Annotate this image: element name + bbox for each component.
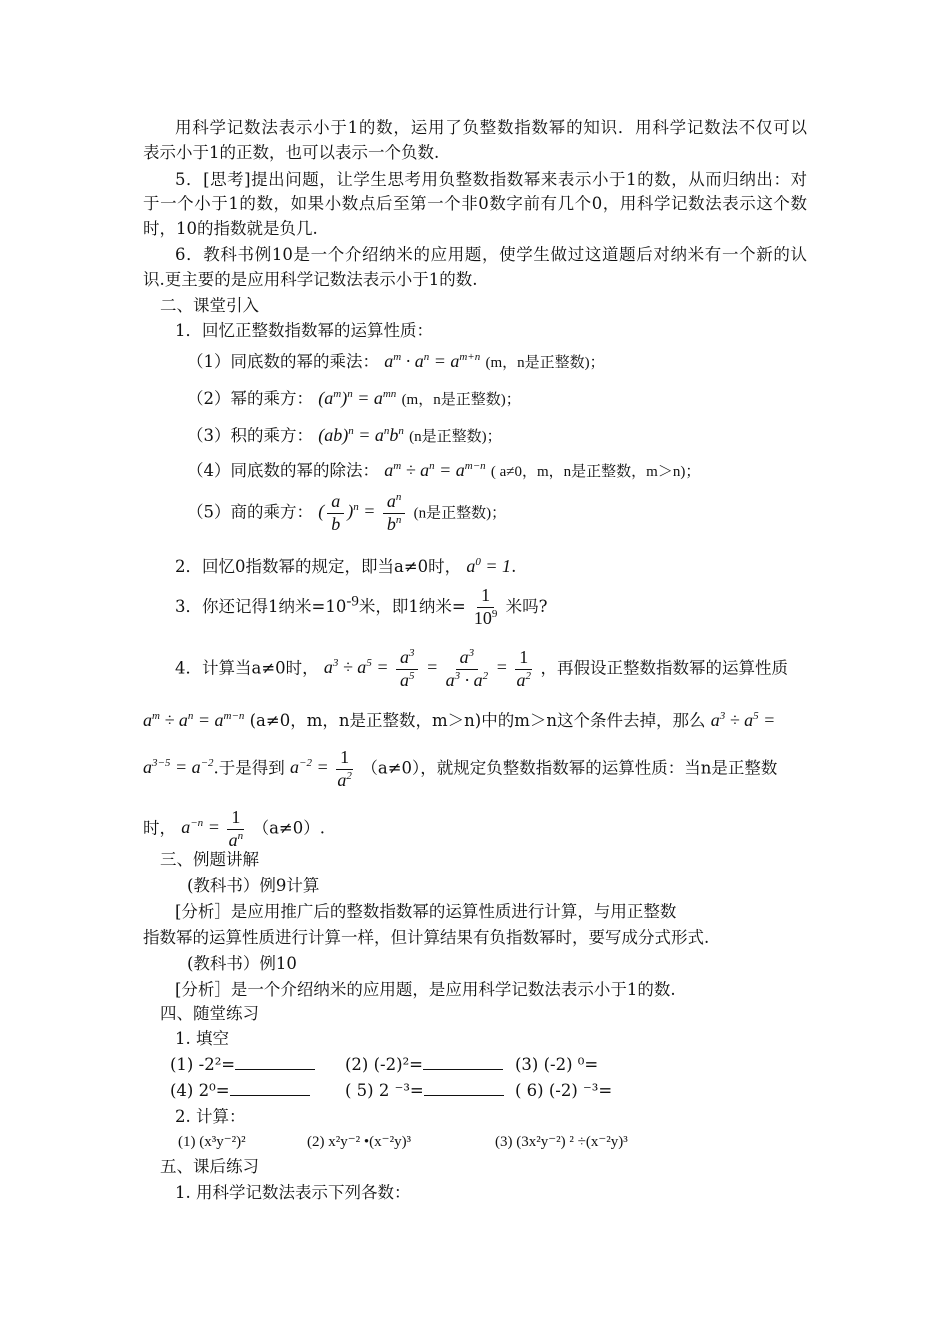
section-5-heading: 五、课后练习 — [160, 1157, 259, 1176]
derivation-line-3 — [143, 748, 777, 791]
nanometer-text-c: 米吗? — [505, 596, 548, 616]
derivation-formula-2: $a^m \div a^n = a^{m-n}$ — [143, 710, 245, 730]
derivation-text-d: .于是得到 — [213, 758, 285, 778]
nanometer-fraction: $\frac{1}{10^9}$ — [473, 585, 498, 628]
calc-item-1: (1) (x³y⁻²)² — [178, 1134, 246, 1150]
nanometer-text-a: 3．你还记得1纳米=10 — [175, 596, 347, 616]
derivation-formula-1: $a^3 \div a^5$ = $\frac{a^3}{a^5}$ = $\frac{a^3}{a^3 \cdot a^2}$ = $\frac{1}{a^2}$ — [323, 647, 532, 690]
rule-4 — [187, 460, 700, 482]
rule-1-formula: $a^m \cdot a^n = a^{m+n}$ — [384, 351, 481, 371]
zero-exponent-text: 2．回忆0指数幂的规定，即当a≠0时， — [175, 557, 462, 576]
para-5-line-3: 时，10的指数就是负几. — [143, 219, 318, 238]
derivation-formula-6: $a^{-n}$ = $\frac{1}{a^n}$ — [181, 807, 244, 850]
derivation-text-f-prefix: 时， — [143, 818, 176, 838]
fill-item-1 — [170, 1055, 315, 1075]
fill-item-3 — [515, 1055, 598, 1075]
derivation-formula-3: $a^3 \div a^5$ = — [710, 710, 776, 730]
nanometer-exponent: -9 — [346, 593, 359, 610]
fill-item-2-blank — [423, 1055, 503, 1070]
derivation-text-a: 4．计算当a≠0时， — [175, 658, 319, 678]
rule-3 — [187, 425, 502, 447]
fill-item-1-blank — [235, 1055, 315, 1070]
rule-4-label: （4）同底数的幂的除法： — [187, 461, 379, 480]
zero-exponent-rule: 2．回忆0指数幂的规定，即当a≠0时， $a^0 = 1$. — [175, 556, 517, 576]
derivation-text-c: (a≠0，m，n是正整数，m＞n)中的m＞n这个条件去掉，那么 — [249, 711, 706, 730]
derivation-text-b: ，再假设正整数指数幂的运算性质 — [540, 658, 789, 678]
fill-in-title: 1. 填空 — [175, 1029, 229, 1048]
para-1-line-1: 用科学记数法表示小于1的数，运用了负整数指数幂的知识．用科学记数法不仅可以 — [175, 118, 807, 137]
fill-item-4 — [170, 1081, 310, 1101]
rule-3-label: （3）积的乘方： — [187, 426, 313, 445]
rule-4-formula: $a^m \div a^n = a^{m-n}$ — [384, 460, 486, 480]
derivation-formula-5: $a^{-2}$ = $\frac{1}{a^2}$ — [290, 747, 352, 790]
rule-4-note: ( a≠0，m，n是正整数，m＞n)； — [490, 464, 701, 480]
fill-item-1-text: (1) -2²= — [170, 1055, 236, 1074]
fill-item-5-text: ( 5) 2 ⁻³= — [345, 1081, 424, 1100]
example-9-analysis-line-1: [分析］是应用推广后的整数指数幂的运算性质进行计算，与用正整数 — [175, 902, 677, 921]
para-1-line-2: 表示小于1的正数，也可以表示一个负数. — [143, 143, 440, 162]
fill-item-2 — [345, 1055, 503, 1075]
rule-1-note: (m，n是正整数)； — [485, 355, 605, 371]
nanometer-question — [175, 586, 548, 629]
rule-2-label: （2）幂的乘方： — [187, 389, 313, 408]
fill-item-6-text: ( 6) (-2) ⁻³= — [515, 1081, 613, 1100]
para-6-line-1: 6．教科书例10是一个介绍纳米的应用题，使学生做过这道题后对纳米有一个新的认 — [175, 245, 807, 264]
homework-item-1: 1. 用科学记数法表示下列各数： — [175, 1183, 411, 1202]
derivation-text-e: （a≠0），就规定负整数指数幂的运算性质：当n是正整数 — [361, 758, 778, 778]
section-2-heading: 二、课堂引入 — [160, 296, 259, 315]
nanometer-text-b: 米，即1纳米= — [358, 596, 466, 616]
rule-2-formula: $(a^m)^n = a^{mn}$ — [318, 388, 397, 408]
derivation-text-f-suffix: （a≠0）. — [252, 818, 325, 838]
fill-item-6 — [515, 1081, 612, 1101]
example-9-analysis-line-2: 指数幂的运算性质进行计算一样，但计算结果有负指数幂时，要写成分式形式. — [143, 928, 710, 947]
recall-rules-title: 1．回忆正整数指数幂的运算性质： — [175, 321, 433, 340]
example-10-analysis: [分析］是一个介绍纳米的应用题，是应用科学记数法表示小于1的数. — [175, 980, 676, 999]
rule-1 — [187, 351, 605, 373]
rule-5-label: （5）商的乘方： — [187, 502, 313, 522]
rule-2-note: (m，n是正整数)； — [401, 392, 521, 408]
derivation-line-2 — [143, 710, 775, 732]
fill-item-5-blank — [424, 1081, 504, 1096]
calc-item-2: (2) x²y⁻² •(x⁻²y)³ — [307, 1134, 412, 1150]
rule-2 — [187, 388, 521, 410]
fill-item-4-text: (4) 2⁰= — [170, 1081, 230, 1100]
rule-5-formula: ( $\frac{a}{b}$ )$^n$ = $\frac{a^n}{b^n}$ — [318, 501, 408, 521]
derivation-formula-4: $a^{3-5} = a^{-2}$ — [143, 757, 214, 778]
section-4-heading: 四、随堂练习 — [160, 1004, 259, 1023]
rule-5-note: (n是正整数)； — [413, 505, 507, 522]
example-9-title: (教科书）例9计算 — [187, 876, 320, 895]
rule-5 — [187, 492, 506, 535]
calc-item-3: (3) (3x²y⁻²) ² ÷(x⁻²y)³ — [495, 1134, 628, 1150]
example-10-title: (教科书）例10 — [187, 954, 297, 973]
fill-item-2-text: (2) (-2)²= — [345, 1055, 424, 1074]
fill-item-5 — [345, 1081, 504, 1101]
para-5-line-1: 5．[思考]提出问题，让学生思考用负整数指数幂来表示小于1的数，从而归纳出：对 — [175, 170, 807, 189]
derivation-line-4 — [143, 808, 325, 851]
derivation-line-1 — [175, 648, 788, 691]
para-6-line-2: 识.更主要的是应用科学记数法表示小于1的数. — [143, 270, 478, 289]
fill-item-4-blank — [230, 1081, 310, 1096]
fill-item-3-text: (3) (-2) ⁰= — [515, 1055, 599, 1074]
calc-title: 2. 计算： — [175, 1107, 246, 1126]
rule-1-label: （1）同底数的幂的乘法： — [187, 352, 379, 371]
rule-3-note: (n是正整数)； — [409, 429, 502, 445]
para-5-line-2: 于一个小于1的数，如果小数点后至第一个非0数字前有几个0，用科学记数法表示这个数 — [143, 194, 807, 213]
rule-3-formula: $(ab)^n = a^nb^n$ — [318, 425, 404, 445]
section-3-heading: 三、例题讲解 — [160, 850, 259, 869]
zero-exponent-formula: $a^0 = 1$ — [466, 556, 512, 576]
